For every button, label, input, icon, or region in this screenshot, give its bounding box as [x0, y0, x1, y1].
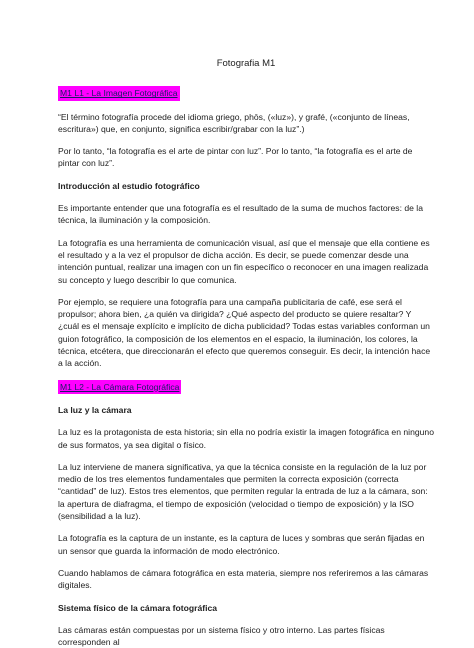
paragraph-digital-cameras: Cuando hablamos de cámara fotográfica en esta materia, siempre nos referiremos a las cámaras digitales. [58, 567, 429, 591]
paragraph-light-protagonist: La luz es la protagonista de esta historia; sin ella no podría existir la imagen fotográfica en ninguno de sus formatos, ya sea digital o físico. [58, 427, 434, 450]
paragraph-factors: Es importante entender que una fotografía es el resultado de la suma de muchos factores: de la técnica, la iluminación y la composición. [58, 203, 423, 226]
section-heading-m1-l2-text: M1 L2 - La Cámara Fotográfica [60, 381, 180, 392]
paragraph-camera-parts: Las cámaras están compuestas por un sistema físico y otro interno. Las partes físicas corresponden al [58, 624, 385, 648]
paragraph-capture: La fotografía es la captura de un instante, es la captura de luces y sombras que serán fijadas en un sensor que guarda la información de modo electrónico. [58, 533, 425, 556]
paragraph-definition: Por lo tanto, “la fotografía es el arte de pintar con luz”. Por lo tanto, “la fotografía es el arte de pintar con luz”. [58, 146, 413, 169]
paragraph-example: Por ejemplo, se requiere una fotografía para una campaña publicitaria de café, ese será el propulsor; ahora bien, ¿a quién va dirigida? ¿Qué aspecto del producto se quiere resaltar? Y ¿cuál es el mensaje explícito e implícito de dicha publicidad? Todas estas variables conforman un guion fotográfico, la composición de los elementos en el espacio, la iluminación, los colores, la técnica, etcétera, que direccionarán el efecto que queremos conseguir. Es decir, la intención hace a la acción. [58, 296, 431, 369]
document-title: Fotografia M1 [216, 58, 276, 69]
section-heading-m1-l1-text: M1 L1 - La Imagen Fotográfica [60, 88, 178, 99]
subheading-light-camera: La luz y la cámara [58, 404, 132, 415]
paragraph-light-exposure: La luz interviene de manera significativa, ya que la técnica consiste en la regulación de la luz por medio de los tres elementos fundamentales que permiten la correcta exposición (correcta “cantidad” de luz). Estos tres elementos, que permiten regular la entrada de luz a la cámara, son: la apertura de diafragma, el tiempo de exposición (velocidad o tiempo de exposición) y la ISO (sensibilidad a la luz). [58, 461, 428, 522]
subheading-physical-system: Sistema físico de la cámara fotográfica [58, 602, 218, 613]
section-heading-m1-l1 [58, 86, 180, 100]
subheading-intro: Introducción al estudio fotográfico [58, 180, 200, 191]
paragraph-communication: La fotografía es una herramienta de comunicación visual, así que el mensaje que ella contiene es el resultado y a la vez el propulsor de dicha acción. Es decir, se puede comenzar desde una intención puntual, realizar una imagen con un fin específico o reconocer en una imagen realizada su concepto y luego describir lo que comunica. [58, 237, 430, 285]
section-heading-m1-l2 [58, 380, 181, 394]
paragraph-etymology: “El término fotografía procede del idioma griego, phōs, («luz»), y grafé, («conjunto de líneas, escritura») que, en conjunto, significa escribir/grabar con la luz”.) [58, 111, 410, 134]
